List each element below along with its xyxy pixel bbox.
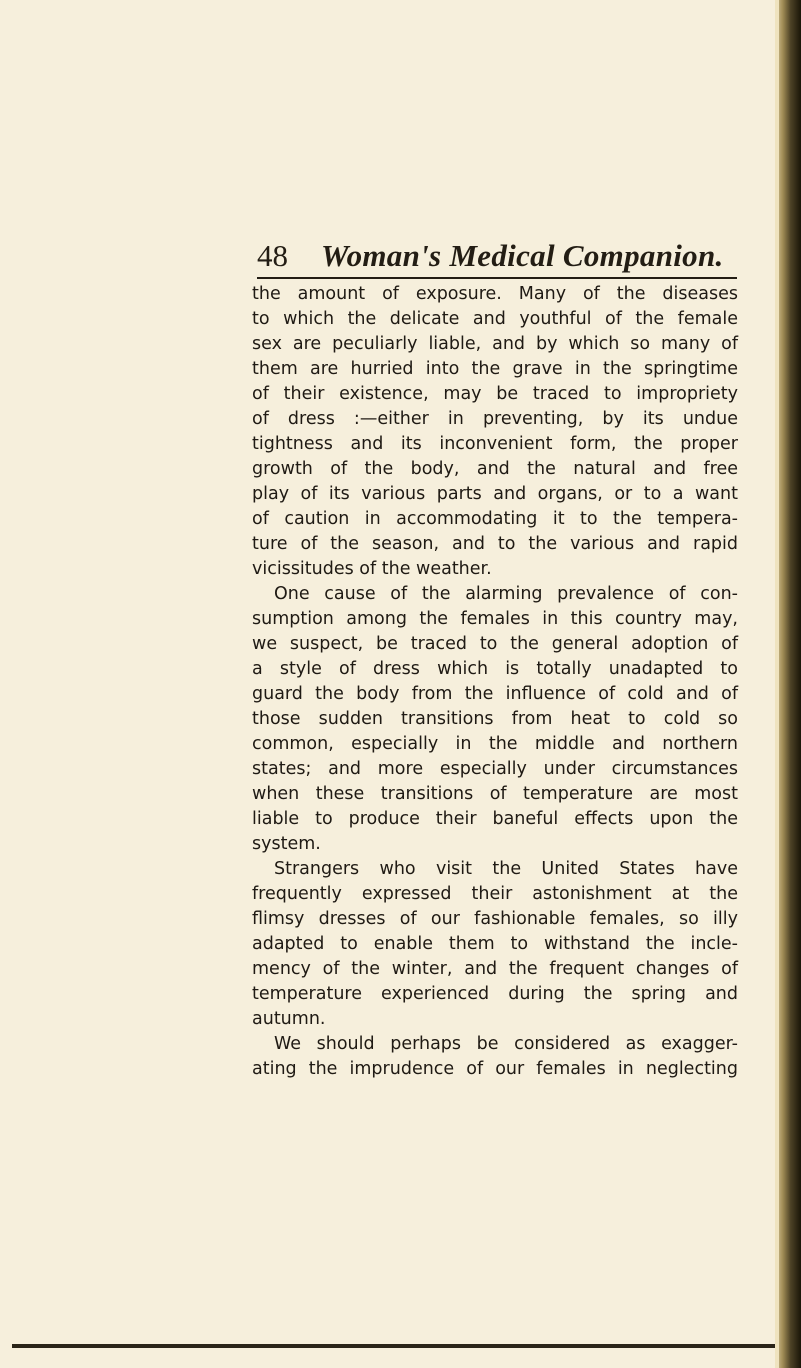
text-line: those sudden transitions from heat to cold so	[252, 709, 738, 729]
text-line: autumn.	[252, 1009, 326, 1029]
text-line: adapted to enable them to withstand the incle-	[252, 934, 738, 954]
text-line: growth of the body, and the natural and free	[252, 459, 738, 479]
text-line: One cause of the alarming prevalence of con-	[274, 584, 738, 604]
text-line: the amount of exposure. Many of the diseases	[252, 284, 738, 304]
text-line: play of its various parts and organs, or to a want	[252, 484, 738, 504]
text-line: temperature experienced during the spring and	[252, 984, 738, 1004]
page-edge	[775, 0, 801, 1368]
text-line: guard the body from the influence of cold and of	[252, 684, 738, 704]
bottom-rule	[12, 1344, 775, 1348]
text-line: a style of dress which is totally unadapted to	[252, 659, 738, 679]
text-line: ture of the season, and to the various and rapid	[252, 534, 738, 554]
page-number: 48	[257, 238, 288, 273]
text-line: vicissitudes of the weather.	[252, 559, 492, 579]
text-line: of caution in accommodating it to the tempera-	[252, 509, 738, 529]
text-line: common, especially in the middle and northern	[252, 734, 738, 754]
text-line: frequently expressed their astonishment at the	[252, 884, 738, 904]
text-line: sex are peculiarly liable, and by which so many of	[252, 334, 738, 354]
text-line: of dress :—either in preventing, by its undue	[252, 409, 738, 429]
page-header	[257, 236, 737, 276]
text-line: system.	[252, 834, 321, 854]
text-line: tightness and its inconvenient form, the proper	[252, 434, 738, 454]
text-line: states; and more especially under circumstances	[252, 759, 738, 779]
text-line: of their existence, may be traced to impropriety	[252, 384, 738, 404]
text-line: to which the delicate and youthful of the female	[252, 309, 738, 329]
body-text	[252, 282, 738, 1082]
text-line: them are hurried into the grave in the springtime	[252, 359, 738, 379]
text-line: flimsy dresses of our fashionable females, so illy	[252, 909, 738, 929]
text-line: mency of the winter, and the frequent changes of	[252, 959, 738, 979]
running-title: Woman's Medical Companion.	[321, 238, 724, 273]
text-line: We should perhaps be considered as exagger-	[274, 1034, 738, 1054]
text-line: Strangers who visit the United States have	[274, 859, 738, 879]
text-line: we suspect, be traced to the general adoption of	[252, 634, 738, 654]
text-line: when these transitions of temperature are most	[252, 784, 738, 804]
header-rule	[257, 277, 737, 279]
text-line: ating the imprudence of our females in neglecting	[252, 1059, 738, 1079]
text-line: sumption among the females in this country may,	[252, 609, 738, 629]
text-line: liable to produce their baneful effects upon the	[252, 809, 738, 829]
